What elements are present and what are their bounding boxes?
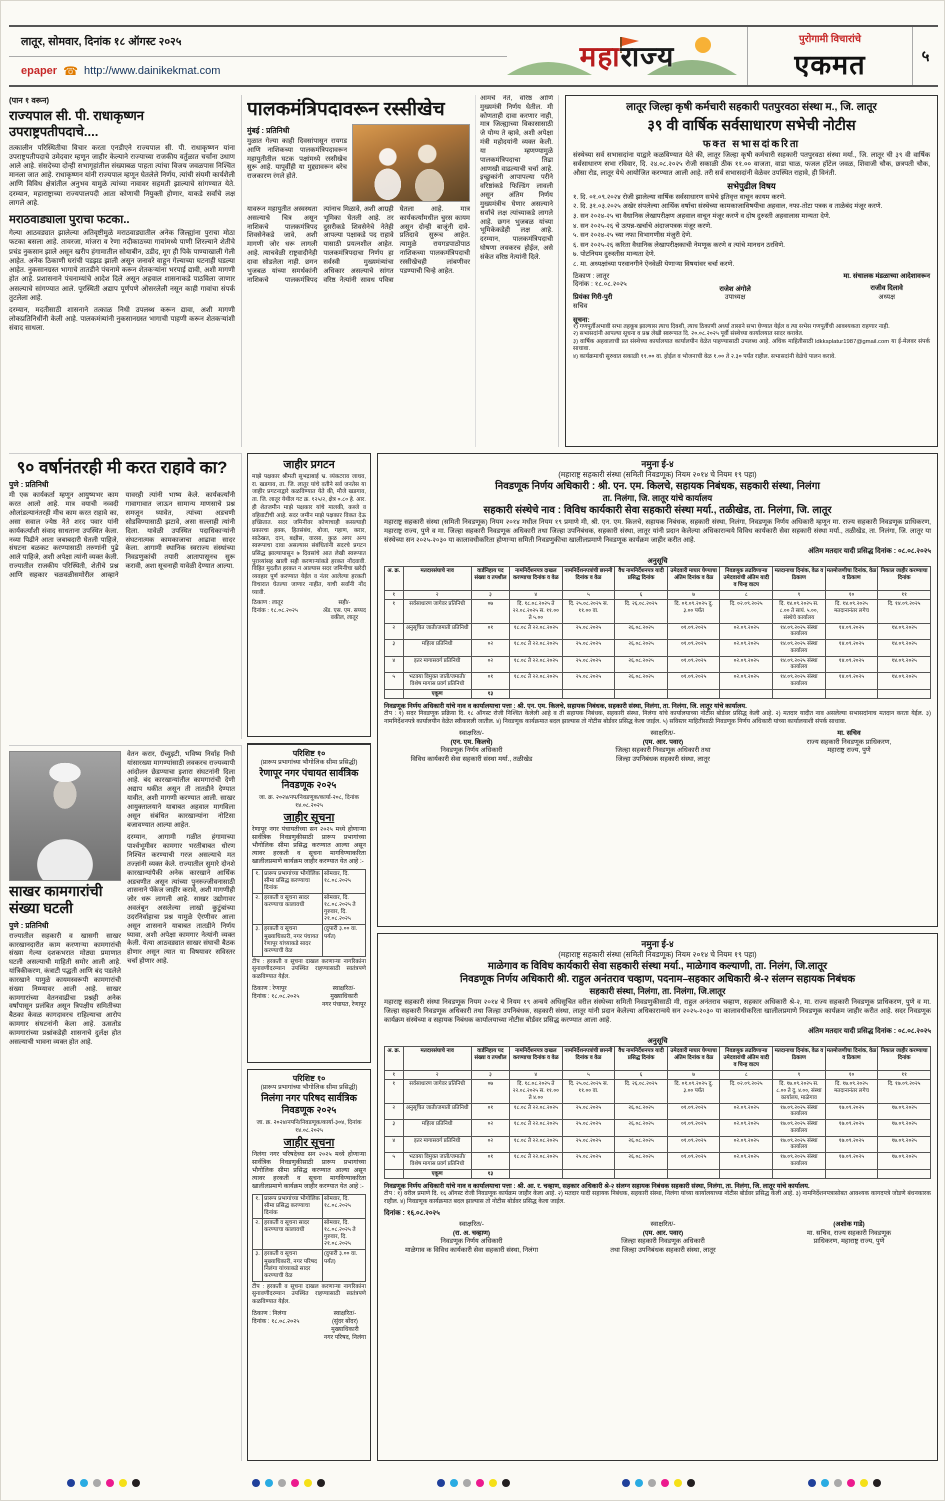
notice-agm (565, 95, 938, 447)
article-headline: राज्यपाल सी. पी. राधाकृष्णन उपराष्ट्रपतीपदाचे.... (9, 108, 145, 140)
article-headline: पालकमंत्रिपदावरून रस्सीखेच (247, 99, 445, 120)
schedule-caption: अनुसूचि (647, 558, 668, 566)
article-governor (9, 95, 242, 447)
secretary-name: प्रियंका गिरी-पुरी (573, 294, 613, 302)
advocate-signature: सही/- ॲड. एस. एम. सय्यद वकील, लातूर (322, 600, 366, 622)
returning-officer-signature: स्वाक्षरित/- (रा. अ. चव्हाण) निवडणूक निर्णय अधिकारी माळेगाव क विविध कार्यकारी सेवा सहकारी संस्था, निलंगा (404, 1221, 539, 1254)
place-line: ठिकाण : निलंगा (252, 1310, 287, 1317)
vp-signature (719, 273, 750, 312)
schedule-table: १. प्रारूप प्रभागांच्या भौगोलिक सीमा प्रसिद्ध करण्याचा दिनांक सोमवार, दि. १८.०८.२०२५ २. हरकती व सूचना सादर करण्याचा कालावधी सोमवार, दि. १८.०८.२०२५ ते गुरुवार, दि. २१.०८.२०२५ ३. हरकती व सूचना मुख्याधिकारी, नगर पंचायत रेणापूर यांच्याकडे सादर करण्याची वेळ (दुपारी ३.०० वा. पर्यंत) (252, 869, 366, 957)
public-notice-heading: जाहीर सूचना (283, 1136, 335, 1149)
date-line: लातूर, सोमवार, दिनांक १८ ऑगस्ट २०२५ (9, 27, 507, 57)
phone-icon: ☎ (63, 64, 79, 78)
chief-officer-signature: स्वाक्षरित/- मुख्याधिकारी नगर पंचायत, रेणापूर (321, 985, 366, 1008)
masthead-left (9, 27, 507, 85)
agenda-list: १. दि. ०१.०९.२०२४ रोजी झालेल्या वार्षिक सर्वसाधारण सभेचे इतिवृत्त वाचून कायम करणे. २. दि. ३१.०३.२०२५ अखेर संपलेल्या आर्थिक वर्षाचा संस्थेच्या कामकाजाविषयीचा अहवाल, नफा-तोटा पत्रक व ताळेबंद मंजूर करणे. ३. सन २०२४-२५ चा वैधानिक लेखापरीक्षण अहवाल वाचून मंजूर करणे व दोष दुरुस्ती अहवालास मान्यता देणे. ४. सन २०२५-२६ चे उत्पन्न-खर्चाचे अंदाजपत्रक मंजूर करणे. ५. सन २०२४-२५ च्या नफा विभागणीस मंजुरी देणे. ६. सन २०२५-२६ करिता वैधानिक लेखापरीक्षकाची नेमणूक करणे व त्यांचे मानधन ठरविणे. ७. पोटनियम दुरुस्तीस मान्यता देणे. ८. मा. अध्यक्षांच्या परवानगीने ऐनवेळी येणाऱ्या विषयांवर चर्चा करणे. (573, 193, 883, 268)
chief-officer-signature: स्वाक्षरित/- (सुंदर बोंदर) मुख्याधिकारी नगर परिषद, निलंगा (323, 1310, 366, 1341)
president-role: अध्यक्ष (878, 294, 895, 302)
dateline: पुणे : प्रतिनिधी (9, 480, 49, 490)
appendix-title: परिशिष्ट १० (292, 1074, 326, 1083)
note-line: टीप : हरकती व सूचना दाखल करणाऱ्या नागरिकांना सुनावणीदरम्यान उपस्थित राहण्यासाठी स्वतंत्रपणे कळविण्यात येईल. (252, 958, 366, 980)
date-line: दिनांक : १८.०८.२०२५ (252, 1318, 300, 1325)
notice-intro: महाराष्ट्र सहकारी संस्था (समिती निवडणूक) नियम २०१४ मधील नियम १९ प्रमाणे मी, श्री. एन. एम. किलचे, सहायक निबंधक, सहकारी संस्था, निलंगा, निवडणूक निर्णय अधिकारी म्हणून मा. राज्य सहकारी निवडणूक प्राधिकरण, महाराष्ट्र राज्य, पुणे व मा. जिल्हा सहकारी निवडणूक अधिकारी तथा जिल्हा उपनिबंधक, सहकारी संस्था, लातूर यांनी प्रदान केलेल्या अधिकारान्वये विविध कार्यकारी सेवा सहकारी संस्था मर्या., तळीखेड, ता. निलंगा, जि. लातूर या संस्थेच्या सन २०२५-२०३० या कालावधीकरिता होणाऱ्या समिती निवडणुकीचा खालीलप्रमाणे निवडणूक कार्यक्रम जाहीर करीत आहे. (384, 519, 931, 544)
place-date (252, 985, 300, 1009)
masthead-logo (507, 27, 747, 85)
district-officer-signature: स्वाक्षरित/- (एम. आर. पवार) जिल्हा सहकारी निवडणूक अधिकारी तथा जिल्हा उपनिबंधक सहकारी संस्था, लातूर (615, 730, 711, 763)
article-subhead: मराठवाड्याला पुराचा फटका.. (9, 214, 130, 227)
signature-row (252, 1310, 366, 1342)
notes: टीप : १) वरील प्रमाणे दि. १६ ऑगस्ट रोजी निवडणूक कार्यक्रम जाहीर केला आहे. २) मतदार यादी सहायक निबंधक, सहकारी संस्था, निलंगा यांच्या कार्यालयाच्या नोटीस बोर्डवर प्रसिद्ध केली आहे. ३) नामनिर्देशनपत्रासोबत आवश्यक कागदपत्रे जोडणे बंधनकारक राहील. ४) निवडणूक कार्यक्रमात बदल झाल्यास तो नोटीस बोर्डवर प्रसिद्ध केला जाईल. (384, 1191, 931, 1206)
website-link[interactable]: http://www.dainikekmat.com (84, 65, 221, 77)
election-title: रेणापूर नगर पंचायत सार्वत्रिक निवडणूक २०२५ (259, 767, 359, 791)
notice-intro: संस्थेच्या सर्व सभासदांना याद्वारे कळविण्यात येते की, लातूर जिल्हा कृषी कर्मचारी सहकारी पतपुरवठा संस्था मर्या., जि. लातूर ची ३९ वी वार्षिक सर्वसाधारण सभा रविवार, दि. २४.०८.२०२५ रोजी सकाळी ठीक ११.०० वाजता, वाडा चाळ, फजल हॉटेल जवळ, शिवाजी चौक, छत्रपती चौक, औसा रोड, लातूर येथे आयोजित करण्यात आली आहे. तरी सर्व सभासदांनी वेळेवर उपस्थित राहावे, ही विनंती. (573, 152, 930, 177)
brand-name: एकमत (794, 49, 866, 80)
epaper-line (9, 57, 507, 85)
date-line: दिनांक : १८.०८.२०२५ (252, 993, 300, 1000)
dateline: मुंबई : प्रतिनिधी (247, 126, 290, 135)
article-body: गेल्या आठवड्यात झालेल्या अतिवृष्टीमुळे मराठवाड्यातील अनेक जिल्ह्यांना पुराचा मोठा फटका बसला आहे. तावरजा, मांजरा व रेणा नदीकाठच्या गावांमध्ये पाणी शिरल्याने शेतीचे प्रचंड नुकसान झाले असून खरीप हंगामातील सोयाबीन, उडीद, मूग ही पिके पाण्याखाली गेली आहेत. अनेक ठिकाणी घरांची पडझड झाली असून जनावरे वाहून गेल्याच्या घटनाही घडल्या आहेत. नुकसानग्रस्त भागाचे तातडीने पंचनामे करून शेतकऱ्यांना भरपाई द्यावी, अशी मागणी होत आहे. प्रशासनाने पंचनाम्यांचे आदेश दिले असून अहवाल शासनाकडे पाठविला जाणार असल्याचे सांगण्यात आले. पूरस्थिती अद्याप पूर्णपणे ओसरलेली नसून काही गावांचा संपर्क तुटलेला आहे. (9, 230, 235, 302)
ward-boundary-notice-nilanga (247, 1069, 371, 1461)
returning-officer-line: निवडणूक निर्णय अधिकारी : श्री. एन. एम. किलचे, सहायक निबंधक, सहकारी संस्था, निलंगा (495, 481, 820, 492)
notice-subtitle: फक्त सभासदांकरिता (702, 139, 801, 150)
article-body: राज्यातील सहकारी व खासगी साखर कारखानदारीत काम करणाऱ्या कामगारांची संख्या गेल्या दशकभरात मोठ्या प्रमाणात घटली असल्याची माहिती समोर आली आहे. यांत्रिकीकरण, कंत्राटी पद्धती आणि बंद पडलेले कारखाने यामुळे कायमस्वरूपी कामगारांची संख्या निम्म्यावर आली आहे. साखर कामगारांच्या वेतनवाढीचा प्रश्नही अनेक वर्षांपासून प्रलंबित असून त्रिपक्षीय समितीच्या बैठका केवळ कागदावरच राहिल्याचा आरोप कामगार संघटनांनी केला आहे. ऊसतोड कामगारांच्या प्रश्नांकडेही शासनाचे दुर्लक्ष होत असल्याची भावना व्यक्त होत आहे. (9, 932, 121, 1046)
article-palakmantri (247, 95, 559, 447)
masthead-title (580, 37, 675, 75)
form-title: नमुना ई-४ (641, 939, 674, 949)
masthead (9, 25, 938, 87)
dateline: पुणे : प्रतिनिधी (9, 920, 49, 930)
article-sugar-workers (9, 745, 242, 1461)
notice-body: निलंगा नगर परिषदेच्या सन २०२५ मध्ये होणाऱ्या सार्वत्रिक निवडणुकीसाठी प्रारूप प्रभागांच्या भौगोलिक सीमा प्रसिद्ध करण्यात आल्या असून त्यावर हरकती व सूचना मागविण्याकरिता खालीलप्रमाणे कार्यक्रम जाहीर करण्यात येत आहे :- (252, 1150, 366, 1191)
vp-name: राजेश अंगोले (719, 285, 751, 293)
schedule-table: १. प्रारूप प्रभागांच्या भौगोलिक सीमा प्रसिद्ध करण्याचा दिनांक सोमवार, दि. १८.०८.२०२५ २. हरकती व सूचना सादर करण्याचा कालावधी सोमवार, दि. १८.०८.२०२५ ते गुरुवार, दि. २१.०८.२०२५ ३. हरकती व सूचना मुख्याधिकारी, नगर परिषद निलंगा यांच्याकडे सादर करण्याची वेळ (दुपारी ३.०० वा. पर्यंत) (252, 1194, 366, 1282)
secretary-signature: (अशोक गाडे) मा. सचिव, राज्य सहकारी निवडणूक प्राधिकरण, महाराष्ट्र राज्य, पुणे (806, 1221, 892, 1246)
article-body: तत्कालीन परिस्थितीचा विचार करता एनडीएने राज्यपाल सी. पी. राधाकृष्णन यांना उपराष्ट्रपतीपदाचे उमेदवार म्हणून जाहीर केल्याने राज्याच्या राजकीय वर्तुळात चर्चांना उधाण आले आहे. संसदेच्या दोन्ही सभागृहांतील संख्याबळ पाहता त्यांचा विजय जवळपास निश्चित मानला जात आहे. राधाकृष्णन यांनी राज्यपाल म्हणून घेतलेले निर्णय, त्यांची संयमी कार्यशैली आणि विविध क्षेत्रांतील अनुभव यामुळे त्यांच्या नावावर सहमती झाल्याचे सांगण्यात येते. दरम्यान, महाराष्ट्राच्या राज्यपालपदी आता कोणाची नियुक्ती होणार, याकडे सर्वांचे लक्ष लागले आहे. (9, 144, 235, 207)
note-line: टीप : हरकती व सूचना दाखल करणाऱ्या नागरिकांना सुनावणीदरम्यान उपस्थित राहण्यासाठी स्वतंत्रपणे कळविण्यात येईल. (252, 1283, 366, 1305)
society-name-line: माळेगाव क विविध कार्यकारी सेवा सहकारी संस्था मर्या., माळेगाव कल्याणी, ता. निलंग, जि.लातूर (487, 961, 828, 972)
print-registration-marks (9, 1473, 938, 1493)
president-signature (843, 273, 930, 312)
legal-notice-signatures (252, 600, 366, 623)
place-date (252, 1310, 300, 1342)
politicians-photo (352, 124, 470, 202)
epaper-label: epaper (21, 65, 58, 77)
appendix-subtitle: (प्रारूप प्रभागांच्या भौगोलिक सीमा प्रसिद्धी) (260, 1084, 358, 1091)
ward-boundary-notice-renapur (247, 743, 371, 1063)
election-schedule-table: अ. क्र. मतदारसंघाचे नाव वार्डनिहाय पद संख्या व तपशील नामनिर्देशनपत्र दाखल करण्याचा दिनांक व वेळ नामनिर्देशनपत्रांची छाननी दिनांक व वेळ वैध नामनिर्देशनपत्र यादी प्रसिद्ध दिनांक उमेदवारी माघार घेण्याचा अंतिम दिनांक व वेळ निवडणूक लढविणाऱ्या उमेदवारांची अंतिम यादी व चिन्ह वाटप मतदानाचा दिनांक, वेळ व ठिकाण मतमोजणीचा दिनांक, वेळ व ठिकाण निकाल जाहीर करण्याचा दिनांक १ २ ३ ४ ५ ६ ७ ८ ९ १० ११ १ सर्वसाधारण जागेवर प्रतिनिधी ०७ दि. १८.०८.२०२५ ते २२.०८.२०२५ स. ११.०० ते ५.०० दि. २५.०८.२०२५ स. ११.०० वा. दि. २६.०८.२०२५ दि. ०१.०९.२०२५ दु. ३.०० पर्यंत दि. ०२.०९.२०२५ दि. १४.०९.२०२५ स. ८.०० ते सायं. ५.००, संस्थेचे कार्यालय दि. १४.०९.२०२५ मतदानानंतर लगेच दि. १४.०९.२०२५ २ अनुसूचित जाती/जमाती प्रतिनिधी ०१ १८.०८ ते २२.०८.२०२५ २५.०८.२०२५ २६.०८.२०२५ ०१.०९.२०२५ ०२.०९.२०२५ १४.०९.२०२५ संस्था कार्यालय १४.०९.२०२५ १४.०९.२०२५ ३ महिला प्रतिनिधी ०२ १८.०८ ते २२.०८.२०२५ २५.०८.२०२५ २६.०८.२०२५ ०१.०९.२०२५ ०२.०९.२०२५ १४.०९.२०२५ संस्था कार्यालय १४.०९.२०२५ १४.०९.२०२५ ४ इतर मागासवर्ग प्रतिनिधी ०२ १८.०८ ते २२.०८.२०२५ २५.०८.२०२५ २६.०८.२०२५ ०१.०९.२०२५ ०२.०९.२०२५ १४.०९.२०२५ संस्था कार्यालय १४.०९.२०२५ १४.०९.२०२५ ५ भटक्या विमुक्त जाती/जमाती/विशेष मागास प्रवर्ग प्रतिनिधी ०१ १८.०८ ते २२.०८.२०२५ २५.०८.२०२५ २६.०८.२०२५ ०१.०९.२०२५ ०२.०९.२०२५ १४.०९.२०२५ संस्था कार्यालय १४.०९.२०२५ १४.०९.२०२५ एकूण १३ (384, 566, 931, 699)
article-intro-col (247, 124, 347, 202)
notice-place: ठिकाण : लातूर (573, 272, 610, 280)
notice-signatures (573, 273, 930, 312)
article-headline: साखर कामगारांची संख्या घटली (9, 884, 103, 918)
article-headline: ९० वर्षानंतरही मी करत राहावे का? (16, 458, 228, 477)
officer-address-line: निवडणूक निर्णय अधिकारी यांचे नाव व कार्यालयाचा पत्ता : श्री. एन. एम. किलचे, सहायक निबंधक, सहकारी संस्था, निलंगा, ता. निलंगा, जि. लातूर यांचे कार्यालय. (384, 703, 747, 711)
voter-list-date-line: अंतिम मतदार यादी प्रसिद्ध दिनांक : ०८.०८.२०२५ (807, 548, 931, 556)
page-number: ५ (912, 27, 938, 85)
office-line: सहकारी संस्था, निलंगा, ता. निलंगा, जि.लातूर (589, 986, 726, 996)
notice-intro: महाराष्ट्र सहकारी संस्था निवडणूक नियम २०१४ चे नियम १९ अन्वये अधिसूचित वरील संस्थेच्या समिती निवडणुकीसाठी मी, राहुल अनंतराव चव्हाण, सहकार अधिकारी श्रे-२, मा. राज्य सहकारी निवडणूक प्राधिकरण, पुणे व मा. जिल्हा सहकारी निवडणूक अधिकारी तथा जिल्हा उपनिबंधक, सहकारी संस्था, लातूर यांनी प्रदान केलेल्या अधिकारान्वये सन २०२५-२०३० या कालावधीकरिता खालीलप्रमाणे निवडणूक कार्यक्रम जाहीर करीत आहे. सदर निवडणूक कार्यक्रम संस्थेच्या व सहायक निबंधक कार्यालयाच्या नोटीस बोर्डवर प्रसिद्ध करण्यात आला आहे. (384, 999, 931, 1024)
article-right-column (127, 751, 235, 1461)
notes-list: १) गणपूर्तीअभावी सभा तहकूब झाल्यास त्याच दिवशी, त्याच ठिकाणी अर्ध्या तासाने सभा घेण्यात येईल व त्या सभेस गणपूर्तीची आवश्यकता राहणार नाही. २) सभासदांनी आपल्या सूचना व प्रश्न लेखी स्वरूपात दि. २०.०८.२०२५ पूर्वी संस्थेच्या कार्यालयात सादर करावेत. ३) वार्षिक अहवालाची प्रत संस्थेच्या कार्यालयात कार्यालयीन वेळेत पाहण्यासाठी उपलब्ध आहे. अधिक माहितीसाठी ldkksplatur1987@gmail.com या ई-मेलवर संपर्क साधावा. ४) कार्यक्रमाची सुरुवात सकाळी ११.०० वा. होईल व भोजनाची वेळ १.०० ते २.३० पर्यंत राहील. सभासदांनी वेळेचे पालन करावे. (573, 323, 930, 361)
article-body-columns: मी एक कार्यकर्ता म्हणून आयुष्यभर काम करत आलो आहे. मात्र वयाची नव्वदी ओलांडल्यानंतरही मीच काम करत राहावे का, असा सवाल ज्येष्ठ नेते शरद पवार यांनी कार्यकर्त्यांशी संवाद साधताना उपस्थित केला. नव्या पिढीने आता जबाबदारी घेतली पाहिजे, संघटना बळकट करण्यासाठी तरुणांनी पुढे आले पाहिजे, अशी अपेक्षा त्यांनी व्यक्त केली. राज्यातील राजकीय परिस्थिती, शेतीचे प्रश्न आणि सहकार चळवळीसमोरील आव्हाने यावरही त्यांनी भाष्य केले. कार्यकर्त्यांनी गावागावात जाऊन सामान्य माणसाचे प्रश्न समजून घ्यावेत, त्यांच्या अडचणी सोडविण्यासाठी झटावे, असा सल्लाही त्यांनी दिला. यावेळी उपस्थित पदाधिकाऱ्यांनी संघटनात्मक कामकाजाचा आढावा सादर केला. आगामी स्थानिक स्वराज्य संस्थांच्या निवडणुकांची तयारी आतापासूनच सुरू करावी, अशा सूचनाही यावेळी देण्यात आल्या. (9, 492, 235, 579)
voter-list-date-line: अंतिम मतदार यादी प्रसिद्ध दिनांक : ०८.०८.२०२५ (807, 1028, 931, 1036)
signature-row (252, 985, 366, 1009)
society-name-line: सहकारी संस्थेचे नाव : विविध कार्यकारी सेवा सहकारी संस्था मर्या., तळीखेड, ता. निलंगा, जि. लातूर (483, 505, 832, 516)
secretary-signature: मा. सचिव राज्य सहकारी निवडणूक प्राधिकरण, महाराष्ट्र राज्य, पुणे (806, 730, 892, 755)
public-notice-heading: जाहीर सूचना (283, 811, 335, 824)
election-notice-talikhed (377, 453, 938, 927)
signature-row (384, 730, 931, 764)
article-side-column: आमचे नेते, वरिष्ठ आणि मुख्यमंत्री निर्णय घेतील. मी कोणताही दावा करणार नाही, मात्र जिल्ह्याच्या विकासासाठी जे योग्य ते व्हावे, अशी अपेक्षा मंत्री महोदयांनी व्यक्त केली. या म्हणण्यामुळे पालकमंत्रिपदाचा तिढा आणखी वाढल्याची चर्चा आहे. इच्छुकांनी आपापल्या परीने वरिष्ठांकडे फिल्डिंग लावली असून अंतिम निर्णय मुख्यमंत्रीच घेणार असल्याने सर्वांचे लक्ष त्यांच्याकडे लागले आहे. छगन भुजबळ यांच्या भूमिकेकडेही लक्ष आहे. दरम्यान, पालकमंत्रिपदाची घोषणा लवकरच होईल, असे संकेत वरिष्ठ नेत्यांनी दिले. (475, 95, 553, 447)
article-top-row (247, 124, 470, 202)
vp-role: उपाध्यक्ष (724, 294, 746, 302)
article-ninety-years (9, 453, 242, 739)
rule-reference: (महाराष्ट्र सहकारी संस्था (समिती निवडणूक) नियम २०१४ चे नियम १९ पहा) (558, 950, 757, 959)
president-name: राजीव दिलावे (870, 285, 903, 293)
form-title: नमुना ई-४ (641, 459, 674, 469)
notice-org-name: लातूर जिल्हा कृषी कर्मचारी सहकारी पतपुरवठा संस्था म., जि. लातूर (626, 101, 877, 113)
district-officer-signature: स्वाक्षरित/- (एम. आर. पवार) जिल्हा सहकारी निवडणूक अधिकारी तथा जिल्हा उपनिबंधक सहकारी संस्था, लातूर (610, 1221, 716, 1254)
article-left-column (9, 751, 121, 1461)
returning-officer-signature: स्वाक्षरित/- (एन. एम. किलचे) निवडणूक निर्णय अधिकारी विविध कार्यकारी सेवा सहकारी संस्था मर्या., तळीखेड (410, 730, 533, 763)
article-body-columns: यावरून महायुतीत अस्वस्थता असल्याचे चित्र असून नाशिकचे पालकमंत्रिपद शिवसेनेकडे जावे, अशी मागणी जोर धरू लागली आहे. त्याचवेळी राष्ट्रवादीनेही दावा सोडलेला नाही. छगन भुजबळ यांच्या समर्थकांनी नाशिकचे पालकमंत्रिपद त्यांनाच मिळावे, अशी आग्रही भूमिका घेतली आहे. तर दुसरीकडे शिवसेनेचे नेतेही आपल्या पक्षाकडे पद राहावे यासाठी प्रयत्नशील आहेत. पालकमंत्रिपदाचा निर्णय हा सर्वस्वी मुख्यमंत्र्यांचा अधिकार असल्याचे सांगत वरिष्ठ नेत्यांनी सावध पवित्रा घेतला आहे. मात्र कार्यकर्त्यांमधील चुरस कायम असून दोन्ही बाजूंनी दावे-प्रतिदावे सुरूच आहेत. त्यामुळे रायगडपाठोपाठ नाशिकच्या पालकमंत्रिपदाची रस्सीखेचही लांबणीवर पडण्याची चिन्हे आहेत. (247, 206, 470, 284)
notice-date: दिनांक : १८.०८.२०२५ (573, 281, 627, 289)
article-body: दरम्यान, मदतीसाठी शासनाने तत्काळ निधी उपलब्ध करून द्यावा, अशी मागणी लोकप्रतिनिधींनी केली आहे. पालकमंत्र्यांनी नुकसानग्रस्त भागाची पाहणी करून शेतकऱ्यांशी संवाद साधला. (9, 307, 235, 333)
masthead-title-prefix: महा (579, 41, 621, 72)
legal-notice-title: जाहीर प्रगटन (283, 459, 335, 471)
reference-number: जा. क्र. २०२४/नप/निवडणूक/कार्या-२०८, दिनांक १४.०८.२०२५ (258, 794, 360, 809)
legal-notice-date: दिनांक : १८.०८.२०२५ (252, 607, 298, 614)
appendix-subtitle: (प्रारूप प्रभागांच्या भौगोलिक सीमा प्रसिद्धी) (260, 759, 358, 766)
legal-notice (247, 453, 371, 737)
article-body: मुळात गेल्या काही दिवसांपासून रायगड आणि नाशिकच्या पालकमंत्रिपदावरून महायुतीतील घटक पक्षांमध्ये रस्सीखेच सुरू आहे. यापूर्वीही या मुद्द्यावरून बरेच राजकारण रंगले होते. (247, 138, 347, 181)
notice-title: ३९ वी वार्षिक सर्वसाधारण सभेची नोटीस (647, 118, 856, 134)
legal-notice-body: माझे पक्षकार श्रीमती सुभद्राबाई भ्र. व्यंकटराव जाधव, रा. खडगाव, ता. जि. लातूर यांचे वतीने सर्व जनतेस या जाहीर प्रगटनाद्वारे कळविण्यात येते की, मौजे खडगाव, ता. जि. लातूर येथील गट क्र. १२५/२, क्षेत्र ०.८० हे. आर. ही शेतजमीन माझे पक्षकार यांचे मालकी, कब्जे व वहिवाटीची आहे. सदर जमीन माझे पक्षकार विकत देऊ इच्छितात. सदर जमिनीवर कोणाचाही कसल्याही प्रकारचा हक्क, हितसंबंध, बोजा, गहाण, करार, साठेखत, दान, बक्षीस, वारसा, कुळ अगर अन्य स्वरूपाचा दावा असल्यास संबंधितांनी सदरचे प्रगटन प्रसिद्ध झाल्यापासून ७ दिवसांचे आत लेखी स्वरूपात पुराव्यांसह खाली सही करणाऱ्यांकडे हरकत नोंदवावी. विहित मुदतीत हरकत न आल्यास सदर जमिनीचा खरेदी व्यवहार पूर्ण करण्यात येईल व नंतर आलेल्या हरकती विचारात घेतल्या जाणार नाहीत, याची सर्वांनी नोंद घ्यावी. (252, 474, 366, 596)
secretary-role: सचिव (573, 303, 588, 311)
reference-number: जा. क्र. २०२४/नपनि/निवडणूक/कार्या-३०४, दिनांक १४.०८.२०२५ (256, 1119, 362, 1134)
continuation-kicker: (पान १ वरून) (9, 96, 50, 105)
brand-tagline: पुरोगामी विचारांचे (798, 33, 862, 45)
masthead-title-suffix: राज्य (620, 41, 675, 72)
sharad-pawar-photo (9, 751, 121, 881)
article-body: वेतन करार, ग्रॅच्युइटी, भविष्य निर्वाह निधी यांसारख्या मागण्यांसाठी लवकरच राज्यव्यापी आंदोलन छेडण्याचा इशारा संघटनांनी दिला आहे. बंद कारखान्यांतील कामगारांची देणी अद्याप थकीत असून ती तातडीने देण्यात यावीत, अशी मागणी करण्यात आली. साखर आयुक्तालयाने याबाबत अहवाल मागविला असून संबंधित कारखान्यांना नोटिसा बजावण्यात आल्या आहेत. (127, 751, 235, 829)
election-notice-malegaon (377, 933, 938, 1461)
article-body: दरम्यान, आगामी गळीत हंगामाच्या पार्श्वभूमीवर कामगार भरतीबाबत धोरण निश्चित करण्याची गरज असल्याचे मत तज्ज्ञांनी व्यक्त केले. राज्यातील सुमारे दोनशे कारखान्यांपैकी अनेक कारखाने आर्थिक अडचणीत असून त्यांच्या पुनरुज्जीवनासाठी शासनाने पॅकेज जाहीर करावे, अशी मागणीही जोर धरू लागली आहे. साखर उद्योगावर अवलंबून असलेल्या लाखो कुटुंबांच्या उदरनिर्वाहाचा प्रश्न यामुळे ऐरणीवर आला असून शासनाने याबाबत तातडीने निर्णय घ्यावा, अशी अपेक्षा कामगार नेत्यांनी व्यक्त केली. येत्या आठवड्यात साखर संघाची बैठक होणार असून त्यात या विषयावर सविस्तर चर्चा होणार आहे. (127, 834, 235, 966)
schedule-caption: अनुसूचि (647, 1038, 668, 1046)
legal-notice-place-date (252, 600, 298, 623)
signature-row (384, 1221, 931, 1255)
notice-date-line: दिनांक : १६.०८.२०२५ (384, 1210, 440, 1218)
brand-box (747, 27, 912, 85)
legal-notice-place: ठिकाण : लातूर (252, 600, 283, 607)
notes: टीप : १) सदर निवडणूक प्रक्रिया दि. १८ ऑगस्ट रोजी निश्चित केलेली आहे व ती सहायक निबंधक, सहकारी संस्था, निलंगा यांचे कार्यालयाच्या नोटीस बोर्डवर प्रसिद्ध केली आहे. २) मतदार यादीत नाव असलेल्या सभासदांनाच मतदान करता येईल. ३) नामनिर्देशनपत्रे कार्यालयीन वेळेत स्वीकारली जातील. ४) निवडणूक कार्यक्रमात बदल झाल्यास तो नोटीस बोर्डवर प्रसिद्ध केला जाईल. ५) सविस्तर माहितीसाठी निवडणूक निर्णय अधिकारी यांच्या कार्यालयाशी संपर्क साधावा. (384, 711, 931, 726)
notice-place-date (573, 273, 627, 312)
office-line: ता. निलंगा, जि. लातूर यांचे कार्यालय (602, 493, 713, 503)
place-line: ठिकाण : रेणापूर (252, 985, 287, 992)
article-main (247, 95, 470, 447)
notes-heading: सूचना: (573, 316, 590, 324)
by-order-line: मा. संचालक मंडळाच्या आदेशावरून (843, 272, 930, 280)
appendix-title: परिशिष्ट १० (292, 749, 326, 758)
election-title: निलंगा नगर परिषद सार्वत्रिक निवडणूक २०२५ (261, 1092, 357, 1116)
notice-body: रेणापूर नगर पंचायतीच्या सन २०२५ मध्ये होणाऱ्या सार्वत्रिक निवडणुकीसाठी प्रारूप प्रभागांच्या भौगोलिक सीमा प्रसिद्ध करण्यात आल्या असून त्यावर हरकती व सूचना मागविण्याकरिता खालीलप्रमाणे कार्यक्रम जाहीर करण्यात येत आहे :- (252, 825, 366, 866)
agenda-heading: सभेपुढील विषय (727, 180, 776, 191)
returning-officer-line: निवडणूक निर्णय अधिकारी श्री. राहुल अनंतराव चव्हाण, पदनाम–सहकार अधिकारी श्रे-२ संलग्न सहायक निबंधक (459, 974, 856, 985)
officer-address-line: निवडणूक निर्णय अधिकारी यांचे नाव व कार्यालयाचा पत्ता : श्री. आ. र. चव्हाण, सहकार अधिकारी श्रे-२ संलग्न सहायक निबंधक सहकारी संस्था, निलंगा, ता. निलंगा, जि. लातूर यांचे कार्यालय. (384, 1183, 810, 1191)
rule-reference: (महाराष्ट्र सहकारी संस्था (समिती निवडणूक) नियम २०१४ चे नियम १९ पहा) (558, 470, 757, 479)
election-schedule-table: अ. क्र. मतदारसंघाचे नाव वार्डनिहाय पद संख्या व तपशील नामनिर्देशनपत्र दाखल करण्याचा दिनांक व वेळ नामनिर्देशनपत्रांची छाननी दिनांक व वेळ वैध नामनिर्देशनपत्र यादी प्रसिद्ध दिनांक उमेदवारी माघार घेण्याचा अंतिम दिनांक व वेळ निवडणूक लढविणाऱ्या उमेदवारांची अंतिम यादी व चिन्ह वाटप मतदानाचा दिनांक, वेळ व ठिकाण मतमोजणीचा दिनांक, वेळ व ठिकाण निकाल जाहीर करण्याचा दिनांक १ २ ३ ४ ५ ६ ७ ८ ९ १० ११ १ सर्वसाधारण जागेवर प्रतिनिधी ०७ दि. १८.०८.२०२५ ते २२.०८.२०२५ स. ११.०० ते ४.०० दि. २५.०८.२०२५ स. ११.०० वा. दि. २६.०८.२०२५ दि. ०१.०९.२०२५ दु. ३.०० पर्यंत दि. ०२.०९.२०२५ दि. १७.०९.२०२५ स. ८.०० ते दु. ४.००, संस्था कार्यालय, माळेगाव दि. १७.०९.२०२५ मतदानानंतर लगेच दि. १७.०९.२०२५ २ अनुसूचित जाती/जमाती प्रतिनिधी ०१ १८.०८ ते २२.०८.२०२५ २५.०८.२०२५ २६.०८.२०२५ ०१.०९.२०२५ ०२.०९.२०२५ १७.०९.२०२५ संस्था कार्यालय १७.०९.२०२५ १७.०९.२०२५ ३ महिला प्रतिनिधी ०२ १८.०८ ते २२.०८.२०२५ २५.०८.२०२५ २६.०८.२०२५ ०१.०९.२०२५ ०२.०९.२०२५ १७.०९.२०२५ संस्था कार्यालय १७.०९.२०२५ १७.०९.२०२५ ४ इतर मागासवर्ग प्रतिनिधी ०२ १८.०८ ते २२.०८.२०२५ २५.०८.२०२५ २६.०८.२०२५ ०१.०९.२०२५ ०२.०९.२०२५ १७.०९.२०२५ संस्था कार्यालय १७.०९.२०२५ १७.०९.२०२५ ५ भटक्या विमुक्त जाती/जमाती/विशेष मागास प्रवर्ग प्रतिनिधी ०१ १८.०८ ते २२.०८.२०२५ २५.०८.२०२५ २६.०८.२०२५ ०१.०९.२०२५ ०२.०९.२०२५ १७.०९.२०२५ संस्था कार्यालय १७.०९.२०२५ १७.०९.२०२५ एकूण १३ (384, 1046, 931, 1179)
